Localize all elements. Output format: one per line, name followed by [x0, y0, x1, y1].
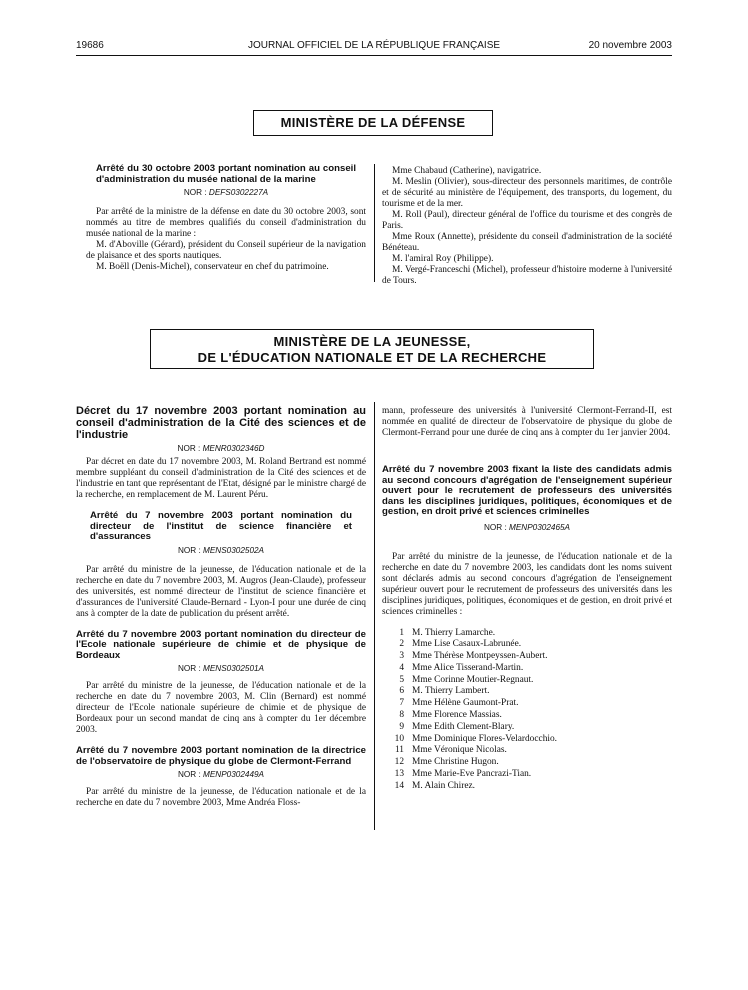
article-3-nor: NOR : MENS0302501A — [177, 664, 265, 673]
list-item: 7 Mme Hélène Gaumont-Prat. — [399, 698, 519, 709]
defense-member-6: Mme Roux (Annette), présidente du conseil d'administration de la société Bénéteau. — [382, 232, 672, 253]
list-item: 1 M. Thierry Lamarche. — [399, 627, 496, 638]
list-item: 10 Mme Dominique Flores-Velardocchio. — [394, 733, 558, 744]
defense-member-3: Mme Chabaud (Catherine), navigatrice. — [392, 166, 542, 176]
article-4-nor-code: MENP0302449A — [203, 770, 265, 779]
list-item: 13 Mme Marie-Eve Pancrazi-Tian. — [394, 769, 532, 780]
article-2-title: Arrêté du 7 novembre 2003 portant nomination du directeur de l'institut de science financière et d'assurances — [90, 510, 352, 542]
article-3-body: Par arrêté du ministre de la jeunesse, de l'éducation nationale et de la recherche en date du 7 novembre 2003, M. Clin (Bernard) est nommé directeur de l'Ecole nationale supérieure de chimie et de physique de Bordeaux pour un second mandat de cinq ans à compter du 1er décembre 2003. — [76, 681, 366, 735]
defense-right-column — [382, 166, 672, 287]
ministry-education-title-line2: DE L'ÉDUCATION NATIONALE ET DE LA RECHERCHE — [197, 350, 547, 365]
defense-member-1: M. d'Aboville (Gérard), président du Conseil supérieur de la navigation de plaisance et des sports nautiques. — [86, 240, 366, 261]
defense-article-title: Arrêté du 30 octobre 2003 portant nomination au conseil d'administration du musée national de la marine — [96, 163, 356, 185]
list-item: 11 Mme Véronique Nicolas. — [394, 745, 507, 756]
page-number: 19686 — [76, 40, 104, 51]
article-4-nor: NOR : MENP0302449A — [177, 770, 265, 779]
defense-member-8: M. Vergé-Franceschi (Michel), professeur d'histoire moderne à l'université de Tours. — [382, 265, 672, 286]
defense-member-7: M. l'amiral Roy (Philippe). — [392, 254, 494, 264]
column-separator — [374, 164, 375, 282]
article-5-intro: Par arrêté du ministre de la jeunesse, de l'éducation nationale et de la recherche en date du 7 novembre 2003, les candidats dont les noms suivent sont déclarés admis au second concours d'agrégation de l'enseignement supérieur ouvert pour le recrutement de professeurs des universités dans les disciplines juridiques, politiques, économiques et de gestion, en droit privé et sciences criminelles : — [382, 551, 672, 617]
list-item: 9 Mme Edith Clement-Blary. — [399, 721, 515, 732]
education-left-column — [76, 405, 366, 809]
article-5-nor-code: MENP0302465A — [509, 522, 571, 532]
defense-member-5: M. Roll (Paul), directeur général de l'office du tourisme et des congrès de Paris. — [382, 210, 672, 231]
column-separator-2 — [374, 402, 375, 830]
article-2-body: Par arrêté du ministre de la jeunesse, de l'éducation nationale et de la recherche en date du 7 novembre 2003, M. Augros (Jean-Claude), professeur des universités, est nommé directeur de l'institut de science financière et d'assurances de l'université Claude-Bernard - Lyon-I pour une durée de cinq ans à compter de la date de publication du présent arrêté. — [76, 564, 366, 619]
defense-intro: Par arrêté de la ministre de la défense en date du 30 octobre 2003, sont nommés au titre de membres qualifiés du conseil d'administration du musée national de la marine : — [86, 207, 366, 239]
article-5-nor: NOR : MENP0302465A — [483, 522, 571, 532]
candidate-list — [382, 628, 672, 793]
list-item: 8 Mme Florence Massias. — [399, 710, 502, 721]
header-rule — [76, 55, 672, 56]
article-1-nor-code: MENR0302346D — [202, 444, 265, 453]
article-3-title: Arrêté du 7 novembre 2003 portant nomination du directeur de l'Ecole nationale supérieure de chimie et de physique de Bordeaux — [76, 628, 366, 661]
article-4-title: Arrêté du 7 novembre 2003 portant nomination de la directrice de l'observatoire de physique du globe de Clermont-Ferrand — [76, 745, 366, 767]
list-item: 4 Mme Alice Tisserand-Martin. — [399, 662, 524, 673]
defense-nor: NOR : DEFS0302227A — [183, 188, 269, 197]
education-right-column — [382, 406, 672, 793]
article-1-nor: NOR : MENR0302346D — [177, 444, 265, 453]
issue-date: 20 novembre 2003 — [588, 40, 672, 51]
list-item: 12 Mme Christine Hugon. — [394, 757, 499, 768]
article-4-body: Par arrêté du ministre de la jeunesse, de l'éducation nationale et de la recherche en date du 7 novembre 2003, Mme Andréa Floss- — [76, 787, 366, 808]
article-4-continuation: mann, professeure des universités à l'université Clermont-Ferrand-II, est nommée en qualité de directeur de l'observatoire de physique du globe de Clermont-Ferrand pour une durée de cinq ans à compter du 1er janvier 2004. — [382, 406, 672, 438]
ministry-education-box — [150, 329, 594, 369]
ministry-defense-title: MINISTÈRE DE LA DÉFENSE — [280, 115, 466, 130]
journal-title: JOURNAL OFFICIEL DE LA RÉPUBLIQUE FRANÇAISE — [247, 40, 501, 51]
article-5-title: Arrêté du 7 novembre 2003 fixant la liste des candidats admis au second concours d'agrégation de l'enseignement supérieur ouvert pour le recrutement de professeurs des universités dans les disciplines juridiques, politiques, économiques et de gestion, en droit privé et sciences criminelles — [382, 464, 672, 517]
article-2-nor-code: MENS0302502A — [203, 545, 265, 555]
article-1-title: Décret du 17 novembre 2003 portant nomination au conseil d'administration de la Cité des sciences et de l'industrie — [76, 405, 366, 441]
defense-nor-code: DEFS0302227A — [208, 188, 269, 197]
ministry-defense-box — [253, 110, 493, 136]
defense-left-column — [86, 164, 366, 273]
defense-member-4: M. Meslin (Olivier), sous-directeur des personnels maritimes, de contrôle et de sécurité au ministère de l'équipement, des transports, du logement, du tourisme et de la mer. — [382, 177, 672, 209]
defense-member-2: M. Boëll (Denis-Michel), conservateur en chef du patrimoine. — [96, 262, 329, 272]
list-item: 2 Mme Lise Casaux-Labrunée. — [399, 639, 522, 650]
list-item: 5 Mme Corinne Moutier-Regnaut. — [399, 674, 534, 685]
article-3-nor-code: MENS0302501A — [203, 664, 265, 673]
article-2-nor: NOR : MENS0302502A — [177, 545, 265, 555]
ministry-education-title-line1: MINISTÈRE DE LA JEUNESSE, — [273, 334, 471, 349]
list-item: 3 Mme Thérèse Montpeyssen-Aubert. — [399, 651, 548, 662]
list-item: 6 M. Thierry Lambert. — [399, 686, 490, 697]
article-1-body: Par décret en date du 17 novembre 2003, M. Roland Bertrand est nommé membre suppléant du conseil d'administration de la Cité des sciences et de l'industrie en tant que représentant de l'Etat, désigné par le ministre chargé de la recherche, en remplacement de M. Laurent Péru. — [76, 457, 366, 500]
list-item: 14 M. Alain Chirez. — [394, 780, 476, 791]
